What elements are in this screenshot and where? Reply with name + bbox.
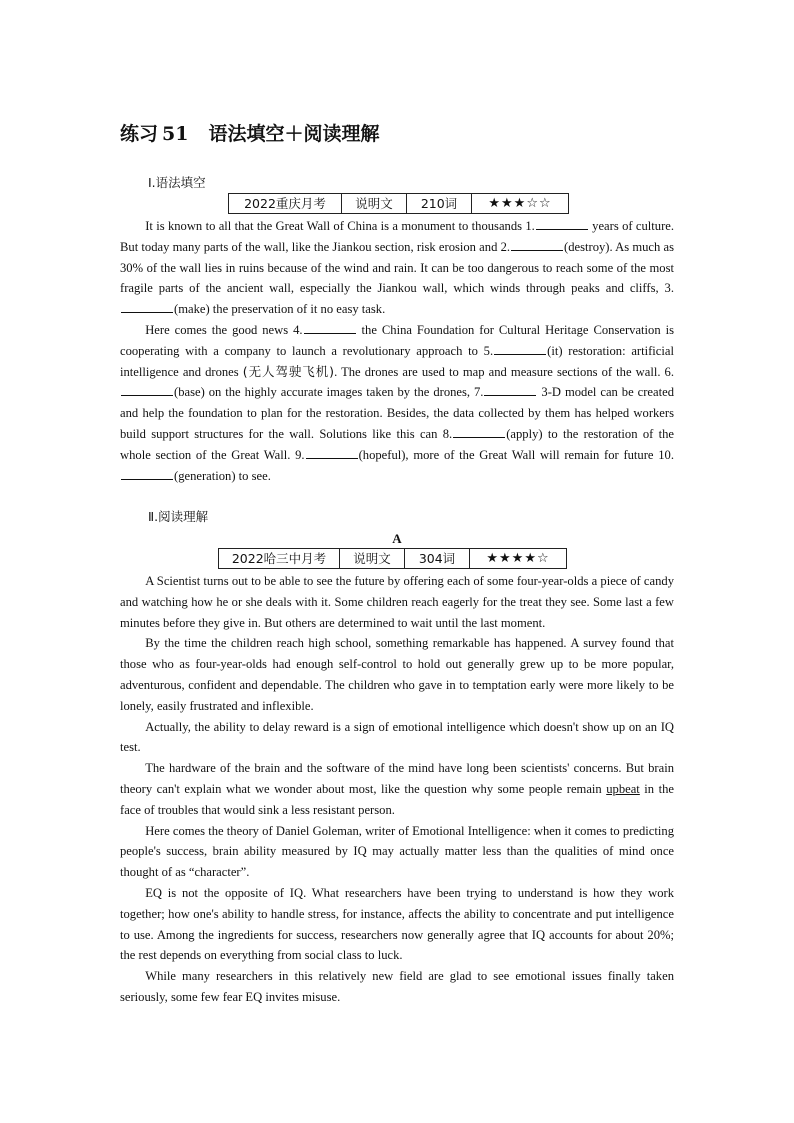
info-difficulty-stars: ★★★☆☆ xyxy=(472,194,569,214)
reading-paragraph-5: Here comes the theory of Daniel Goleman, writer of Emotional Intelligence: when it comes to predicting people's success, brain ability measured by IQ may actually matter less than the qualities of mind once thought of as “character”. xyxy=(120,823,674,880)
info-table-reading xyxy=(218,548,567,569)
passage-letter: A xyxy=(392,531,402,546)
grammar-paragraph-2: Here comes the good news 4. the China Foundation for Cultural Heritage Conservation is cooperating with a company to launch a revolutionary approach to 5. (it) restoration: artificial intelligence and drones (无人驾驶飞机). The drones are used to map and measure sections of the wall. 6.(base) on the highly accurate images taken by the drones, 7. 3-D model can be created and help the foundation to plan for the restoration. Besides, the data collected by them has helped workers build support structures for the wall. Solutions like this can 8. (apply) to the restoration of the whole section of the Great Wall. 9. (hopeful), more of the Great Wall will remain for future 10.(generation) to see. xyxy=(120,320,674,486)
page-title xyxy=(120,122,379,146)
blank-7[interactable] xyxy=(484,382,536,396)
reading-paragraph-2: By the time the children reach high school, something remarkable has happened. A survey found that those who as four-year-olds had enough self-control to hold out generally grew up to be more popular, adventurous, confident and dependable. The children who gave in to temptation early were more likely to be lonely, easily frustrated and inflexible. xyxy=(120,636,674,713)
reading-paragraph-4: The hardware of the brain and the software of the mind have long been scientists' concerns. But brain theory can't explain what we wonder about most, like the question why some people remain upbeat in the face of troubles that would sink a less resistant person. xyxy=(120,761,674,817)
blank-8[interactable] xyxy=(453,424,505,438)
title-number: 51 xyxy=(162,123,189,145)
info-source: 2022哈三中月考 xyxy=(219,549,340,569)
info-difficulty-stars: ★★★★☆ xyxy=(470,549,567,569)
reading-paragraph-7: While many researchers in this relatively new field are glad to see emotional issues finally taken seriously, some few fear EQ invites misuse. xyxy=(120,969,674,1004)
info-genre: 说明文 xyxy=(340,549,405,569)
info-genre: 说明文 xyxy=(342,194,407,214)
underlined-word: upbeat xyxy=(606,781,640,796)
grammar-paragraph-1: It is known to all that the Great Wall of China is a monument to thousands 1. years of culture. But today many parts of the wall, like the Jiankou section, risk erosion and 2. (destroy). As much as 30% of the wall lies in ruins because of the wind and rain. It can be too dangerous to reach some of the most fragile parts of the ancient wall, especially the Jiankou wall, which winds through peaks and cliffs, 3.(make) the preservation of it no easy task. xyxy=(120,216,674,320)
blank-2[interactable] xyxy=(511,237,563,251)
reading-paragraph-1: A Scientist turns out to be able to see the future by offering each of some four-year-olds a piece of candy and watching how he or she deals with it. Some children reach eagerly for the treat they see. Some last a few minutes before they give in. But others are determined to wait until the last moment. xyxy=(120,574,674,630)
blank-9[interactable] xyxy=(306,445,358,459)
blank-5[interactable] xyxy=(494,341,546,355)
blank-10[interactable] xyxy=(121,466,173,480)
reading-passage xyxy=(120,571,674,1008)
reading-paragraph-6: EQ is not the opposite of IQ. What researchers have been trying to understand is how they work together; how one's ability to handle stress, for instance, affects the ability to concentrate and put intelligence to use. Among the ingredients for success, researchers now generally agree that IQ accounts for about 20%; the rest depends on everything from social class to luck. xyxy=(120,885,674,963)
grammar-passage xyxy=(120,216,674,486)
section-heading-grammar: Ⅰ.语法填空 xyxy=(148,175,206,190)
chinese-gloss: (无人驾驶飞机) xyxy=(242,363,335,379)
info-words: 304词 xyxy=(405,549,470,569)
info-table-grammar xyxy=(228,193,569,214)
blank-3[interactable] xyxy=(121,299,173,313)
info-source: 2022重庆月考 xyxy=(229,194,342,214)
title-topic: 语法填空＋阅读理解 xyxy=(208,123,380,145)
info-words: 210词 xyxy=(407,194,472,214)
section-heading-reading: Ⅱ.阅读理解 xyxy=(148,509,209,524)
blank-4[interactable] xyxy=(304,320,356,334)
blank-6[interactable] xyxy=(121,382,173,396)
title-prefix: 练习 xyxy=(120,123,159,145)
blank-1[interactable] xyxy=(536,216,588,230)
reading-paragraph-3: Actually, the ability to delay reward is a sign of emotional intelligence which doesn't show up on an IQ test. xyxy=(120,719,674,755)
